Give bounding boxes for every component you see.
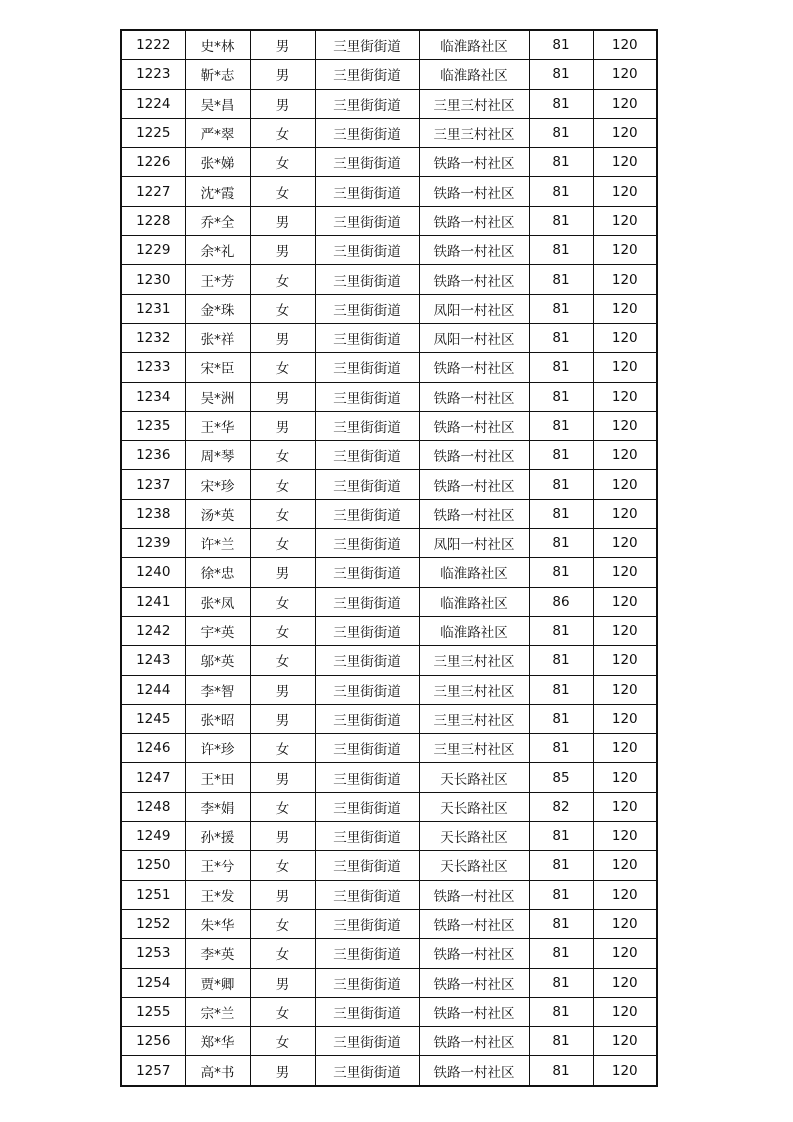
age-cell: 81 <box>529 1027 593 1056</box>
age-cell: 81 <box>529 851 593 880</box>
serial-number-cell: 1242 <box>121 616 185 645</box>
name-cell: 宋*珍 <box>185 470 250 499</box>
age-cell: 81 <box>529 441 593 470</box>
amount-cell: 120 <box>593 909 657 938</box>
community-cell: 铁路一村社区 <box>419 382 529 411</box>
gender-cell: 女 <box>250 118 315 147</box>
gender-cell: 女 <box>250 353 315 382</box>
community-cell: 天长路社区 <box>419 851 529 880</box>
subdistrict-cell: 三里街街道 <box>315 499 419 528</box>
gender-cell: 男 <box>250 206 315 235</box>
table-row <box>121 763 657 792</box>
table-row <box>121 909 657 938</box>
age-cell: 81 <box>529 909 593 938</box>
age-cell: 81 <box>529 1056 593 1086</box>
serial-number-cell: 1255 <box>121 997 185 1026</box>
subdistrict-cell: 三里街街道 <box>315 822 419 851</box>
serial-number-cell: 1227 <box>121 177 185 206</box>
age-cell: 81 <box>529 148 593 177</box>
age-cell: 81 <box>529 30 593 60</box>
name-cell: 张*祥 <box>185 323 250 352</box>
community-cell: 三里三村社区 <box>419 118 529 147</box>
gender-cell: 女 <box>250 587 315 616</box>
table-row <box>121 236 657 265</box>
age-cell: 81 <box>529 646 593 675</box>
community-cell: 铁路一村社区 <box>419 206 529 235</box>
amount-cell: 120 <box>593 646 657 675</box>
age-cell: 86 <box>529 587 593 616</box>
age-cell: 81 <box>529 558 593 587</box>
gender-cell: 女 <box>250 939 315 968</box>
name-cell: 李*英 <box>185 939 250 968</box>
subdistrict-cell: 三里街街道 <box>315 118 419 147</box>
serial-number-cell: 1248 <box>121 792 185 821</box>
community-cell: 铁路一村社区 <box>419 177 529 206</box>
subdistrict-cell: 三里街街道 <box>315 939 419 968</box>
subdistrict-cell: 三里街街道 <box>315 880 419 909</box>
community-cell: 铁路一村社区 <box>419 499 529 528</box>
subdistrict-cell: 三里街街道 <box>315 763 419 792</box>
name-cell: 张*娣 <box>185 148 250 177</box>
gender-cell: 女 <box>250 470 315 499</box>
serial-number-cell: 1236 <box>121 441 185 470</box>
gender-cell: 女 <box>250 441 315 470</box>
amount-cell: 120 <box>593 265 657 294</box>
table-row <box>121 646 657 675</box>
subdistrict-cell: 三里街街道 <box>315 236 419 265</box>
name-cell: 徐*忠 <box>185 558 250 587</box>
table-row <box>121 997 657 1026</box>
gender-cell: 女 <box>250 616 315 645</box>
name-cell: 李*娟 <box>185 792 250 821</box>
community-cell: 临淮路社区 <box>419 60 529 89</box>
community-cell: 三里三村社区 <box>419 734 529 763</box>
gender-cell: 男 <box>250 675 315 704</box>
name-cell: 余*礼 <box>185 236 250 265</box>
amount-cell: 120 <box>593 148 657 177</box>
serial-number-cell: 1237 <box>121 470 185 499</box>
name-cell: 宇*英 <box>185 616 250 645</box>
table-row <box>121 294 657 323</box>
subdistrict-cell: 三里街街道 <box>315 1056 419 1086</box>
subdistrict-cell: 三里街街道 <box>315 968 419 997</box>
age-cell: 82 <box>529 792 593 821</box>
community-cell: 三里三村社区 <box>419 646 529 675</box>
table-row <box>121 89 657 118</box>
age-cell: 81 <box>529 382 593 411</box>
table-row <box>121 323 657 352</box>
subdistrict-cell: 三里街街道 <box>315 265 419 294</box>
name-cell: 邬*英 <box>185 646 250 675</box>
serial-number-cell: 1243 <box>121 646 185 675</box>
amount-cell: 120 <box>593 60 657 89</box>
amount-cell: 120 <box>593 880 657 909</box>
serial-number-cell: 1240 <box>121 558 185 587</box>
subdistrict-cell: 三里街街道 <box>315 60 419 89</box>
community-cell: 天长路社区 <box>419 792 529 821</box>
age-cell: 81 <box>529 294 593 323</box>
name-cell: 郑*华 <box>185 1027 250 1056</box>
gender-cell: 男 <box>250 382 315 411</box>
amount-cell: 120 <box>593 529 657 558</box>
table-row <box>121 939 657 968</box>
community-cell: 铁路一村社区 <box>419 236 529 265</box>
name-cell: 王*华 <box>185 411 250 440</box>
age-cell: 81 <box>529 411 593 440</box>
serial-number-cell: 1256 <box>121 1027 185 1056</box>
subdistrict-cell: 三里街街道 <box>315 441 419 470</box>
amount-cell: 120 <box>593 499 657 528</box>
name-cell: 沈*霞 <box>185 177 250 206</box>
serial-number-cell: 1224 <box>121 89 185 118</box>
table-row <box>121 851 657 880</box>
age-cell: 81 <box>529 529 593 558</box>
community-cell: 铁路一村社区 <box>419 939 529 968</box>
table-row <box>121 529 657 558</box>
age-cell: 81 <box>529 822 593 851</box>
gender-cell: 女 <box>250 646 315 675</box>
age-cell: 81 <box>529 704 593 733</box>
amount-cell: 120 <box>593 792 657 821</box>
amount-cell: 120 <box>593 441 657 470</box>
amount-cell: 120 <box>593 704 657 733</box>
gender-cell: 女 <box>250 997 315 1026</box>
community-cell: 铁路一村社区 <box>419 470 529 499</box>
gender-cell: 女 <box>250 734 315 763</box>
community-cell: 铁路一村社区 <box>419 353 529 382</box>
amount-cell: 120 <box>593 177 657 206</box>
name-cell: 吴*洲 <box>185 382 250 411</box>
community-cell: 凤阳一村社区 <box>419 323 529 352</box>
table-row <box>121 118 657 147</box>
table-row <box>121 792 657 821</box>
serial-number-cell: 1245 <box>121 704 185 733</box>
amount-cell: 120 <box>593 734 657 763</box>
amount-cell: 120 <box>593 675 657 704</box>
amount-cell: 120 <box>593 616 657 645</box>
table-row <box>121 206 657 235</box>
community-cell: 铁路一村社区 <box>419 148 529 177</box>
subdistrict-cell: 三里街街道 <box>315 616 419 645</box>
amount-cell: 120 <box>593 939 657 968</box>
subdistrict-cell: 三里街街道 <box>315 734 419 763</box>
amount-cell: 120 <box>593 968 657 997</box>
gender-cell: 女 <box>250 1027 315 1056</box>
serial-number-cell: 1222 <box>121 30 185 60</box>
gender-cell: 女 <box>250 851 315 880</box>
serial-number-cell: 1233 <box>121 353 185 382</box>
subdistrict-cell: 三里街街道 <box>315 646 419 675</box>
table-row <box>121 353 657 382</box>
subdistrict-cell: 三里街街道 <box>315 382 419 411</box>
name-cell: 严*翠 <box>185 118 250 147</box>
serial-number-cell: 1241 <box>121 587 185 616</box>
gender-cell: 男 <box>250 968 315 997</box>
gender-cell: 女 <box>250 148 315 177</box>
table-row <box>121 587 657 616</box>
serial-number-cell: 1253 <box>121 939 185 968</box>
table-row <box>121 470 657 499</box>
community-cell: 天长路社区 <box>419 822 529 851</box>
amount-cell: 120 <box>593 382 657 411</box>
amount-cell: 120 <box>593 206 657 235</box>
gender-cell: 男 <box>250 323 315 352</box>
serial-number-cell: 1250 <box>121 851 185 880</box>
serial-number-cell: 1225 <box>121 118 185 147</box>
name-cell: 吴*昌 <box>185 89 250 118</box>
community-cell: 铁路一村社区 <box>419 265 529 294</box>
gender-cell: 女 <box>250 294 315 323</box>
name-cell: 周*琴 <box>185 441 250 470</box>
serial-number-cell: 1238 <box>121 499 185 528</box>
amount-cell: 120 <box>593 1056 657 1086</box>
gender-cell: 女 <box>250 909 315 938</box>
name-cell: 许*珍 <box>185 734 250 763</box>
name-cell: 孙*援 <box>185 822 250 851</box>
age-cell: 81 <box>529 353 593 382</box>
community-cell: 凤阳一村社区 <box>419 294 529 323</box>
community-cell: 三里三村社区 <box>419 704 529 733</box>
subdistrict-cell: 三里街街道 <box>315 909 419 938</box>
subdistrict-cell: 三里街街道 <box>315 529 419 558</box>
serial-number-cell: 1229 <box>121 236 185 265</box>
amount-cell: 120 <box>593 89 657 118</box>
age-cell: 85 <box>529 763 593 792</box>
gender-cell: 男 <box>250 411 315 440</box>
community-cell: 三里三村社区 <box>419 89 529 118</box>
serial-number-cell: 1254 <box>121 968 185 997</box>
subdistrict-cell: 三里街街道 <box>315 294 419 323</box>
serial-number-cell: 1239 <box>121 529 185 558</box>
gender-cell: 男 <box>250 89 315 118</box>
age-cell: 81 <box>529 880 593 909</box>
table-row <box>121 177 657 206</box>
subdistrict-cell: 三里街街道 <box>315 1027 419 1056</box>
amount-cell: 120 <box>593 470 657 499</box>
name-cell: 许*兰 <box>185 529 250 558</box>
table-row <box>121 30 657 60</box>
amount-cell: 120 <box>593 294 657 323</box>
gender-cell: 男 <box>250 558 315 587</box>
table-row <box>121 558 657 587</box>
table-row <box>121 499 657 528</box>
table-row <box>121 1027 657 1056</box>
subdistrict-cell: 三里街街道 <box>315 997 419 1026</box>
community-cell: 铁路一村社区 <box>419 441 529 470</box>
table-row <box>121 616 657 645</box>
serial-number-cell: 1223 <box>121 60 185 89</box>
table-row <box>121 675 657 704</box>
serial-number-cell: 1257 <box>121 1056 185 1086</box>
gender-cell: 男 <box>250 704 315 733</box>
amount-cell: 120 <box>593 587 657 616</box>
serial-number-cell: 1252 <box>121 909 185 938</box>
subdistrict-cell: 三里街街道 <box>315 89 419 118</box>
age-cell: 81 <box>529 206 593 235</box>
name-cell: 靳*志 <box>185 60 250 89</box>
name-cell: 高*书 <box>185 1056 250 1086</box>
serial-number-cell: 1251 <box>121 880 185 909</box>
age-cell: 81 <box>529 997 593 1026</box>
serial-number-cell: 1249 <box>121 822 185 851</box>
serial-number-cell: 1247 <box>121 763 185 792</box>
serial-number-cell: 1235 <box>121 411 185 440</box>
age-cell: 81 <box>529 89 593 118</box>
name-cell: 汤*英 <box>185 499 250 528</box>
subdistrict-cell: 三里街街道 <box>315 411 419 440</box>
community-cell: 临淮路社区 <box>419 30 529 60</box>
community-cell: 临淮路社区 <box>419 616 529 645</box>
subdistrict-cell: 三里街街道 <box>315 177 419 206</box>
amount-cell: 120 <box>593 851 657 880</box>
serial-number-cell: 1230 <box>121 265 185 294</box>
subdistrict-cell: 三里街街道 <box>315 704 419 733</box>
community-cell: 铁路一村社区 <box>419 968 529 997</box>
community-cell: 铁路一村社区 <box>419 880 529 909</box>
amount-cell: 120 <box>593 1027 657 1056</box>
gender-cell: 女 <box>250 499 315 528</box>
gender-cell: 男 <box>250 1056 315 1086</box>
table-row <box>121 60 657 89</box>
records-table <box>120 29 658 1087</box>
age-cell: 81 <box>529 236 593 265</box>
name-cell: 王*田 <box>185 763 250 792</box>
amount-cell: 120 <box>593 323 657 352</box>
table-row <box>121 880 657 909</box>
name-cell: 李*智 <box>185 675 250 704</box>
age-cell: 81 <box>529 177 593 206</box>
community-cell: 三里三村社区 <box>419 675 529 704</box>
name-cell: 王*兮 <box>185 851 250 880</box>
community-cell: 临淮路社区 <box>419 558 529 587</box>
serial-number-cell: 1246 <box>121 734 185 763</box>
subdistrict-cell: 三里街街道 <box>315 30 419 60</box>
table-row <box>121 411 657 440</box>
age-cell: 81 <box>529 616 593 645</box>
subdistrict-cell: 三里街街道 <box>315 353 419 382</box>
gender-cell: 男 <box>250 822 315 851</box>
gender-cell: 女 <box>250 177 315 206</box>
name-cell: 宗*兰 <box>185 997 250 1026</box>
subdistrict-cell: 三里街街道 <box>315 323 419 352</box>
age-cell: 81 <box>529 60 593 89</box>
amount-cell: 120 <box>593 236 657 265</box>
name-cell: 朱*华 <box>185 909 250 938</box>
table-row <box>121 441 657 470</box>
subdistrict-cell: 三里街街道 <box>315 851 419 880</box>
table-row <box>121 382 657 411</box>
age-cell: 81 <box>529 499 593 528</box>
name-cell: 乔*全 <box>185 206 250 235</box>
serial-number-cell: 1244 <box>121 675 185 704</box>
records-table-body <box>121 30 657 1086</box>
name-cell: 张*昭 <box>185 704 250 733</box>
gender-cell: 女 <box>250 529 315 558</box>
name-cell: 史*林 <box>185 30 250 60</box>
age-cell: 81 <box>529 323 593 352</box>
community-cell: 凤阳一村社区 <box>419 529 529 558</box>
age-cell: 81 <box>529 118 593 147</box>
table-row <box>121 1056 657 1086</box>
serial-number-cell: 1226 <box>121 148 185 177</box>
serial-number-cell: 1232 <box>121 323 185 352</box>
community-cell: 临淮路社区 <box>419 587 529 616</box>
serial-number-cell: 1231 <box>121 294 185 323</box>
community-cell: 铁路一村社区 <box>419 1027 529 1056</box>
subdistrict-cell: 三里街街道 <box>315 675 419 704</box>
age-cell: 81 <box>529 265 593 294</box>
amount-cell: 120 <box>593 118 657 147</box>
amount-cell: 120 <box>593 353 657 382</box>
subdistrict-cell: 三里街街道 <box>315 206 419 235</box>
gender-cell: 男 <box>250 30 315 60</box>
subdistrict-cell: 三里街街道 <box>315 558 419 587</box>
gender-cell: 女 <box>250 792 315 821</box>
subdistrict-cell: 三里街街道 <box>315 148 419 177</box>
amount-cell: 120 <box>593 411 657 440</box>
name-cell: 金*珠 <box>185 294 250 323</box>
gender-cell: 女 <box>250 265 315 294</box>
name-cell: 贾*卿 <box>185 968 250 997</box>
serial-number-cell: 1234 <box>121 382 185 411</box>
gender-cell: 男 <box>250 236 315 265</box>
table-row <box>121 148 657 177</box>
gender-cell: 男 <box>250 880 315 909</box>
community-cell: 铁路一村社区 <box>419 997 529 1026</box>
subdistrict-cell: 三里街街道 <box>315 470 419 499</box>
amount-cell: 120 <box>593 763 657 792</box>
gender-cell: 男 <box>250 763 315 792</box>
community-cell: 铁路一村社区 <box>419 411 529 440</box>
age-cell: 81 <box>529 470 593 499</box>
name-cell: 张*凤 <box>185 587 250 616</box>
age-cell: 81 <box>529 939 593 968</box>
table-row <box>121 968 657 997</box>
subdistrict-cell: 三里街街道 <box>315 587 419 616</box>
subdistrict-cell: 三里街街道 <box>315 792 419 821</box>
amount-cell: 120 <box>593 997 657 1026</box>
age-cell: 81 <box>529 968 593 997</box>
amount-cell: 120 <box>593 30 657 60</box>
table-row <box>121 704 657 733</box>
table-row <box>121 734 657 763</box>
age-cell: 81 <box>529 734 593 763</box>
table-row <box>121 822 657 851</box>
amount-cell: 120 <box>593 822 657 851</box>
age-cell: 81 <box>529 675 593 704</box>
community-cell: 天长路社区 <box>419 763 529 792</box>
gender-cell: 男 <box>250 60 315 89</box>
table-row <box>121 265 657 294</box>
name-cell: 王*发 <box>185 880 250 909</box>
serial-number-cell: 1228 <box>121 206 185 235</box>
community-cell: 铁路一村社区 <box>419 1056 529 1086</box>
amount-cell: 120 <box>593 558 657 587</box>
name-cell: 王*芳 <box>185 265 250 294</box>
community-cell: 铁路一村社区 <box>419 909 529 938</box>
name-cell: 宋*臣 <box>185 353 250 382</box>
